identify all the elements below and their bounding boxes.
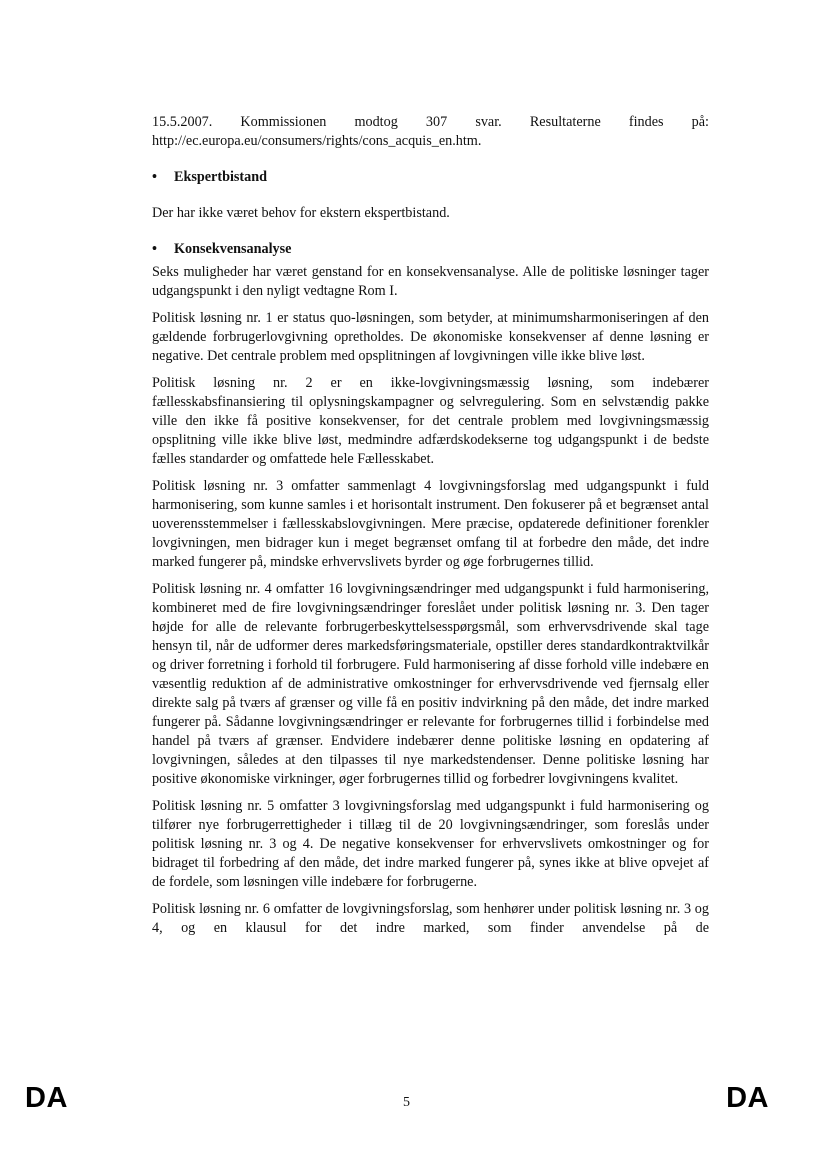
section-heading-konsekvensanalyse	[152, 240, 709, 259]
bullet-icon: •	[152, 241, 157, 257]
paragraph: Politisk løsning nr. 4 omfatter 16 lovgivningsændringer med udgangspunkt i fuld harmonisering, kombineret med de fire lovgivningsændringer foreslået under politisk løsning nr. 3. Den tager højde for alle de relevante forbrugerbeskyttelsesspørgsmål, som erhvervsdrivende skal tage hensyn til, når de udformer deres markedsføringsmateriale, opstiller deres standardkontraktvilkår og driver forretning i forhold til forbrugere. Fuld harmonisering af disse forhold ville indebære en væsentlig reduktion af de administrative omkostninger for erhvervsdrivende ved fjernsalg eller direkte salg på tværs af grænser og ville få en positiv indvirkning på den måde, det indre marked fungerer på. Sådanne lovgivningsændringer er relevante for forbrugernes tillid i forbindelse med handel på tværs af grænser. Endvidere indebærer denne politiske løsning en opdatering af lovgivningen, således at den tilpasses til nye markedstendenser. Denne politiske løsning har positive økonomiske virkninger, øger forbrugernes tillid og forbedrer lovgivningens kvalitet.	[152, 581, 709, 787]
intro-text: 15.5.2007. Kommissionen modtog 307 svar. Resultaterne findes på:	[152, 114, 709, 130]
language-code-right: DA	[726, 1082, 769, 1114]
section-heading-label: Ekspertbistand	[174, 169, 268, 185]
paragraph: Politisk løsning nr. 2 er en ikke-lovgivningsmæssig løsning, som indebærer fællesskabsfinansiering til oplysningskampagner og selvregulering. Som en selvstændig pakke ville den ikke få positive konsekvenser, for det centrale problem med lovgivningsmæssig opsplitning ville ikke blive løst, medmindre adfærdskodekserne tog udgangspunkt i de bedste fælles standarder og omfattede hele Fællesskabet.	[152, 375, 709, 467]
section-heading-ekspertbistand	[152, 168, 709, 187]
paragraph: Seks muligheder har været genstand for en konsekvensanalyse. Alle de politiske løsninger tager udgangspunkt i den nyligt vedtagne Rom I.	[152, 264, 709, 299]
paragraph: Politisk løsning nr. 6 omfatter de lovgivningsforslag, som henhører under politisk løsning nr. 3 og 4, og en klausul for det indre marked, som finder anvendelse på de	[152, 901, 709, 936]
page-number: 5	[403, 1095, 410, 1110]
language-code-left: DA	[25, 1082, 68, 1114]
paragraph: Politisk løsning nr. 1 er status quo-løsningen, som betyder, at minimumsharmoniseringen af den gældende forbrugerlovgivning opretholdes. De økonomiske konsekvenser af denne løsning er negative. Det centrale problem med opsplitningen af lovgivningen ville ikke blive løst.	[152, 310, 709, 364]
bullet-icon: •	[152, 169, 157, 185]
paragraph: Politisk løsning nr. 5 omfatter 3 lovgivningsforslag med udgangspunkt i fuld harmonisering og tilfører nye forbrugerrettigheder i tillæg til de 20 lovgivningsændringer, som foreslås under politisk løsning nr. 3 og 4. De negative konsekvenser for erhvervslivets omkostninger og for bidraget til forbedring af den måde, det indre marked fungerer på, synes ikke at blive opvejet af de fordele, som løsningen ville indebære for forbrugerne.	[152, 798, 709, 890]
intro-url: http://ec.europa.eu/consumers/rights/cons_acquis_en.htm.	[152, 133, 482, 149]
document-body	[152, 113, 709, 946]
section-heading-label: Konsekvensanalyse	[174, 241, 292, 257]
paragraph: Politisk løsning nr. 3 omfatter sammenlagt 4 lovgivningsforslag med udgangspunkt i fuld harmonisering, som kunne samles i et horisontalt instrument. Den fokuserer på et begrænset antal uoverensstemmelser i fællesskabslovgivningen. Mere præcise, opdaterede definitioner forenkler lovgivningen, men bidrager kun i meget begrænset omfang til at forbedre den måde, det indre marked fungerer på, mindske erhvervslivets byrder og øge forbrugernes tillid.	[152, 478, 709, 570]
section-text-ekspertbistand: Der har ikke været behov for ekstern ekspertbistand.	[152, 205, 450, 221]
